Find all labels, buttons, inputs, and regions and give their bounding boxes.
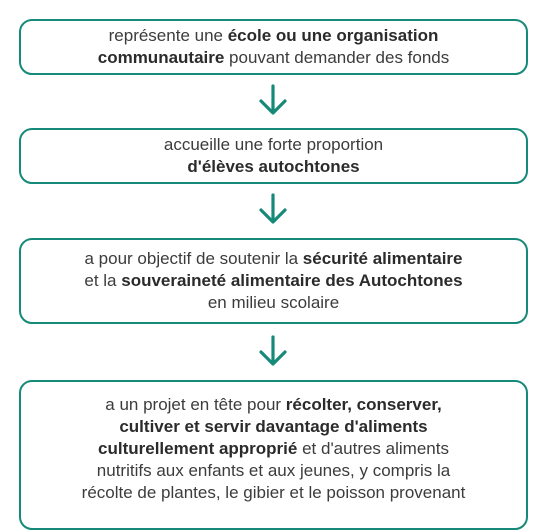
step-3-line-3 <box>208 292 339 314</box>
down-arrow-icon <box>255 84 291 118</box>
step-1-line-2-text-1: communautaire <box>97 48 225 67</box>
step-2-line-1 <box>164 134 383 156</box>
step-1-line-2-text-2: pouvant demander des fonds <box>224 48 450 67</box>
step-4-line-3-text-2: et d'autres aliments <box>297 439 449 458</box>
step-4-line-4 <box>97 460 450 482</box>
step-4-line-2-text-1: cultiver et servir davantage d'aliments <box>119 417 428 436</box>
step-1-line-2 <box>98 47 450 69</box>
step-1-line-1 <box>109 25 439 47</box>
step-box-4 <box>19 380 528 530</box>
step-4-line-1 <box>105 394 441 416</box>
step-box-1 <box>19 19 528 75</box>
step-3-line-2 <box>84 270 462 292</box>
step-4-line-2 <box>119 416 427 438</box>
down-arrow-icon <box>255 193 291 227</box>
step-4-line-3 <box>98 438 449 460</box>
step-box-3 <box>19 238 528 324</box>
step-3-line-2-text-2: souveraineté alimentaire des Autochtones <box>121 271 463 290</box>
step-3-line-2-text-1: et la <box>84 271 122 290</box>
step-2-line-1-text-1: accueille une forte proportion <box>163 135 384 154</box>
step-4-line-5 <box>82 482 466 504</box>
step-3-line-1 <box>84 248 462 270</box>
step-3-line-1-text-2: sécurité alimentaire <box>302 249 463 268</box>
step-4-line-1-text-1: a un projet en tête pour <box>105 395 286 414</box>
step-2-line-2 <box>187 156 359 178</box>
step-2-line-2-text-1: d'élèves autochtones <box>187 157 360 176</box>
step-1-line-1-text-1: représente une <box>108 26 228 45</box>
step-4-line-5-text-1: récolte de plantes, le gibier et le poisson provenant <box>81 483 466 502</box>
step-4-line-4-text-1: nutritifs aux enfants et aux jeunes, y compris la <box>96 461 451 480</box>
step-box-2 <box>19 128 528 184</box>
step-4-line-1-text-2: récolter, conserver, <box>285 395 442 414</box>
step-1-line-1-text-2: école ou une organisation <box>227 26 439 45</box>
step-3-line-3-text-1: en milieu scolaire <box>207 293 340 312</box>
down-arrow-icon <box>255 335 291 369</box>
step-4-line-3-text-1: culturellement approprié <box>98 439 298 458</box>
step-3-line-1-text-1: a pour objectif de soutenir la <box>84 249 303 268</box>
